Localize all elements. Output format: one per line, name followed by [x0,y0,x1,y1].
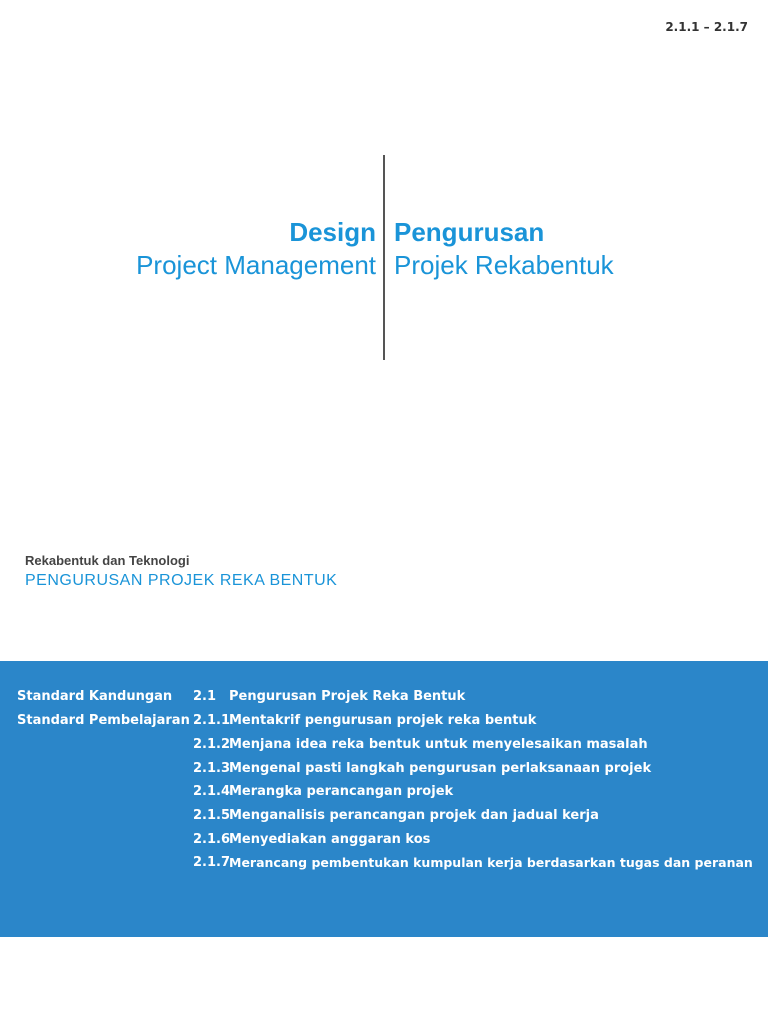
standard-code: 2.1.7 [193,855,231,870]
standard-text: Menganalisis perancangan projek dan jadual kerja [229,808,599,823]
standard-code: 2.1.6 [193,832,231,847]
title-malay [394,216,614,282]
title-malay-bold: Pengurusan [394,217,545,247]
standard-code: 2.1 [193,689,217,704]
standard-text: Mentakrif pengurusan projek reka bentuk [229,713,537,728]
standard-code: 2.1.3 [193,761,231,776]
standard-row [0,808,768,828]
subject-name: Rekabentuk dan Teknologi [25,553,190,568]
standard-code: 2.1.5 [193,808,231,823]
topic-title: PENGURUSAN PROJEK REKA BENTUK [25,572,338,589]
learning-standard-label: Standard Pembelajaran [17,713,190,728]
standard-code: 2.1.1 [193,713,231,728]
standard-code: 2.1.4 [193,784,231,799]
standard-text: Merangka perancangan projek [229,784,454,799]
standard-row [0,761,768,781]
standard-text: Pengurusan Projek Reka Bentuk [229,689,466,704]
content-standard-label: Standard Kandungan [17,689,173,704]
standard-row [0,713,768,733]
standard-text: Menyediakan anggaran kos [229,832,431,847]
page-code: 2.1.1 – 2.1.7 [665,20,748,34]
standard-row [0,784,768,804]
standard-row [0,689,768,709]
standard-code: 2.1.2 [193,737,231,752]
title-english-regular: Project Management [136,250,376,280]
standard-row [0,855,768,875]
standard-text: Merancang pembentukan kumpulan kerja berdasarkan tugas dan peranan [229,855,753,870]
title-english [136,216,376,282]
standard-row [0,832,768,852]
title-malay-regular: Projek Rekabentuk [394,250,614,280]
standard-row [0,737,768,757]
title-english-bold: Design [289,217,376,247]
standard-text: Menjana idea reka bentuk untuk menyelesaikan masalah [229,737,648,752]
title-divider [383,155,385,360]
standard-text: Mengenal pasti langkah pengurusan perlaksanaan projek [229,761,652,776]
standards-panel [0,661,768,937]
